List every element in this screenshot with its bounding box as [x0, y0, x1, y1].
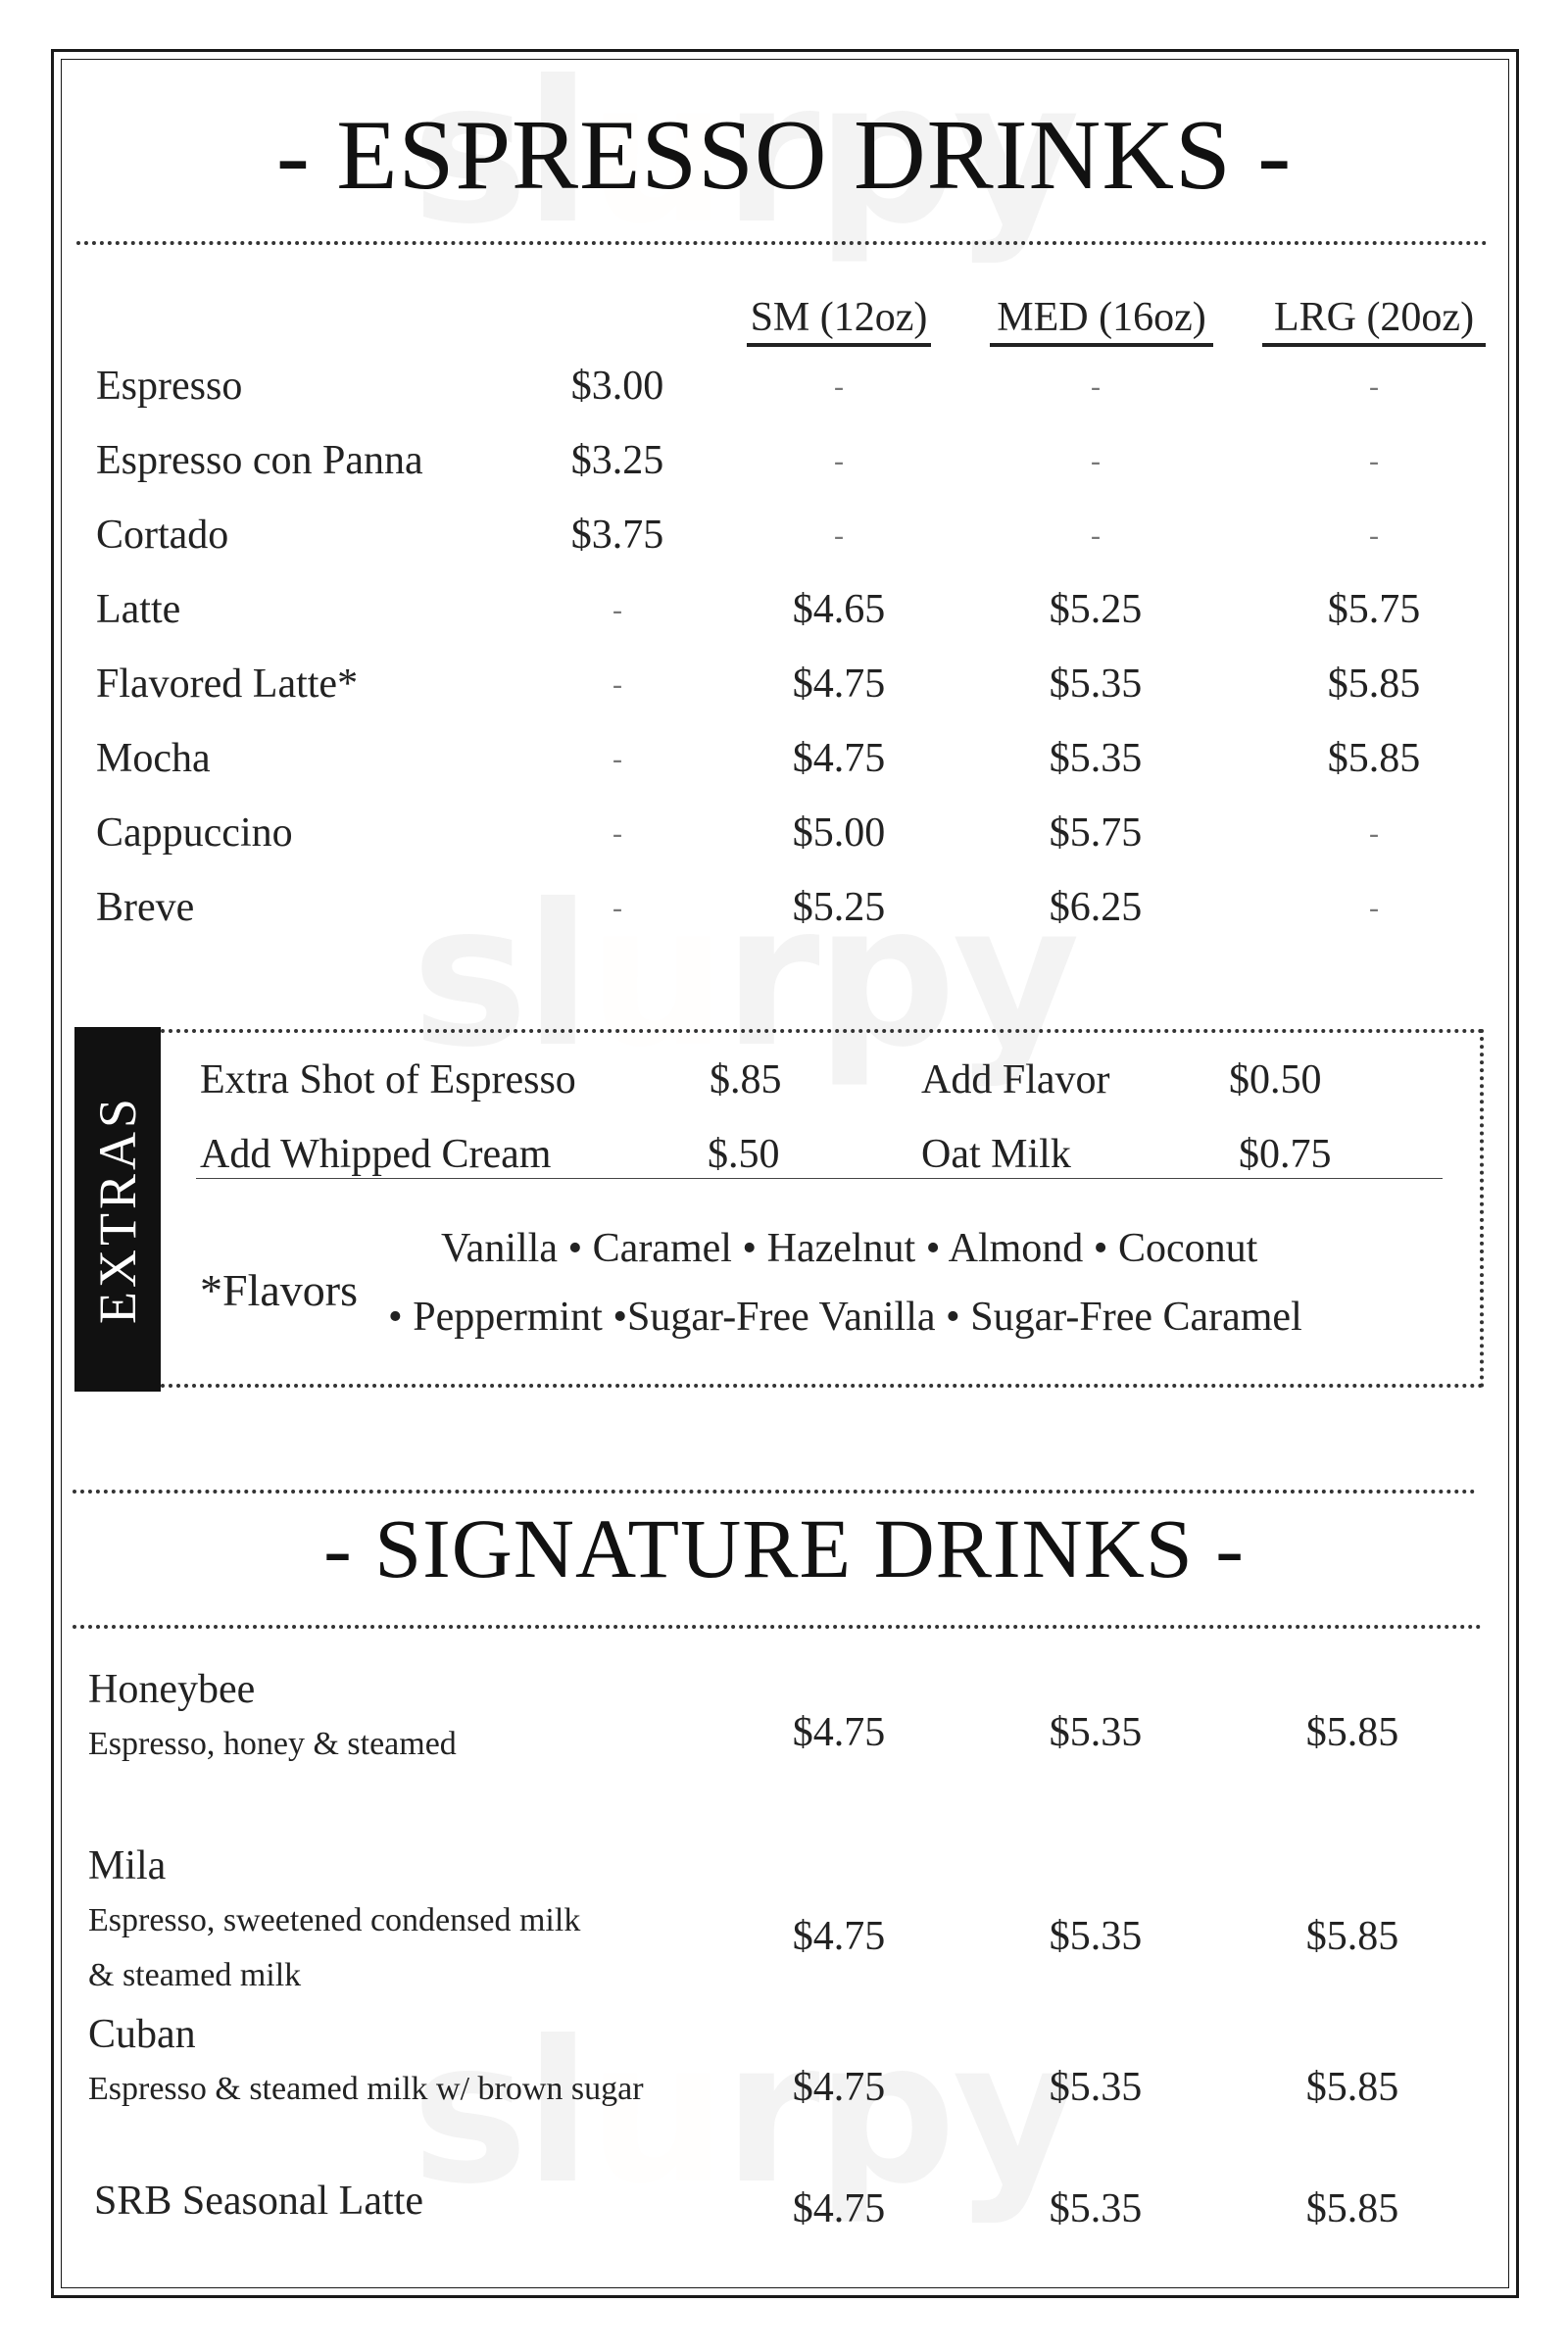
signature-price-small: $4.75 — [792, 2186, 886, 2231]
signature-price-medium: $5.35 — [1049, 2186, 1143, 2231]
item-price-single: - — [612, 668, 622, 701]
item-price-single: - — [612, 817, 622, 850]
extras-label: EXTRAS — [88, 1094, 147, 1325]
signature-price-medium: $5.35 — [1049, 1914, 1143, 1959]
menu-row — [0, 437, 1568, 512]
signature-price-medium: $5.35 — [1049, 1710, 1143, 1755]
signature-price-large: $5.85 — [1305, 2065, 1399, 2110]
signature-item-name: Honeybee — [88, 1667, 256, 1712]
item-price-medium: $5.75 — [1049, 810, 1143, 856]
item-price-small: - — [834, 445, 844, 477]
menu-row — [0, 735, 1568, 809]
signature-item-desc: & steamed milk — [88, 1957, 302, 1993]
menu-row — [0, 884, 1568, 958]
espresso-section-title: - ESPRESSO DRINKS - — [275, 100, 1293, 211]
signature-item-name: SRB Seasonal Latte — [94, 2179, 423, 2224]
signature-item-name: Cuban — [88, 2012, 196, 2057]
size-header-small: SM (12oz) — [747, 294, 931, 347]
menu-row — [0, 809, 1568, 884]
item-price-single: - — [612, 594, 622, 626]
signature-price-large: $5.85 — [1305, 1710, 1399, 1755]
item-price-small: $4.75 — [792, 662, 886, 707]
item-name: Latte — [96, 587, 181, 632]
extra-price: $.50 — [708, 1132, 780, 1177]
signature-price-large: $5.85 — [1305, 1914, 1399, 1959]
signature-price-small: $4.75 — [792, 2065, 886, 2110]
item-price-small: $5.25 — [792, 885, 886, 930]
item-price-large: - — [1369, 519, 1379, 552]
item-price-single: $3.00 — [570, 364, 664, 409]
flavors-list-line-1: Vanilla • Caramel • Hazelnut • Almond • Coconut — [441, 1226, 1258, 1271]
item-price-medium: - — [1091, 519, 1101, 552]
extra-price: $0.50 — [1229, 1057, 1322, 1102]
item-name: Cappuccino — [96, 810, 293, 856]
item-price-small: - — [834, 519, 844, 552]
signature-price-small: $4.75 — [792, 1710, 886, 1755]
item-price-large: $5.85 — [1327, 662, 1421, 707]
item-price-large: $5.85 — [1327, 736, 1421, 781]
menu-row — [0, 586, 1568, 661]
item-price-large: - — [1369, 892, 1379, 924]
extra-price: $0.75 — [1239, 1132, 1332, 1177]
extra-name: Extra Shot of Espresso — [200, 1057, 576, 1102]
signature-price-large: $5.85 — [1305, 2186, 1399, 2231]
dotted-divider — [76, 241, 1488, 245]
dotted-divider — [73, 1625, 1482, 1629]
item-price-large: $5.75 — [1327, 587, 1421, 632]
item-price-single: $3.75 — [570, 513, 664, 558]
dotted-divider — [73, 1490, 1476, 1494]
extras-label-bar — [74, 1027, 161, 1392]
menu-row — [0, 661, 1568, 735]
menu-row — [0, 512, 1568, 586]
item-price-single: - — [612, 892, 622, 924]
item-price-medium: - — [1091, 445, 1101, 477]
item-price-single: - — [612, 743, 622, 775]
signature-price-small: $4.75 — [792, 1914, 886, 1959]
item-price-small: $4.65 — [792, 587, 886, 632]
item-price-medium: $5.35 — [1049, 736, 1143, 781]
item-price-single: $3.25 — [570, 438, 664, 483]
signature-item-desc: Espresso, honey & steamed — [88, 1726, 457, 1762]
item-name: Breve — [96, 885, 195, 930]
item-price-medium: - — [1091, 370, 1101, 403]
extra-name: Oat Milk — [921, 1132, 1071, 1177]
item-price-medium: $6.25 — [1049, 885, 1143, 930]
size-header-medium: MED (16oz) — [990, 294, 1213, 347]
item-price-medium: $5.35 — [1049, 662, 1143, 707]
item-name: Flavored Latte* — [96, 662, 359, 707]
item-name: Espresso con Panna — [96, 438, 423, 483]
item-price-small: $4.75 — [792, 736, 886, 781]
extras-divider — [196, 1178, 1443, 1179]
size-header-large: LRG (20oz) — [1262, 294, 1486, 347]
extra-name: Add Flavor — [921, 1057, 1110, 1102]
flavors-list-line-2: • Peppermint •Sugar-Free Vanilla • Sugar-Free Caramel — [388, 1295, 1302, 1340]
item-name: Mocha — [96, 736, 211, 781]
signature-price-medium: $5.35 — [1049, 2065, 1143, 2110]
item-price-large: - — [1369, 445, 1379, 477]
signature-item-desc: Espresso & steamed milk w/ brown sugar — [88, 2071, 644, 2107]
item-price-small: $5.00 — [792, 810, 886, 856]
item-price-small: - — [834, 370, 844, 403]
signature-section-title: - SIGNATURE DRINKS - — [323, 1501, 1245, 1595]
item-price-large: - — [1369, 817, 1379, 850]
item-name: Espresso — [96, 364, 243, 409]
extra-name: Add Whipped Cream — [200, 1132, 552, 1177]
item-name: Cortado — [96, 513, 229, 558]
extra-price: $.85 — [710, 1057, 782, 1102]
item-price-medium: $5.25 — [1049, 587, 1143, 632]
signature-item-name: Mila — [88, 1843, 167, 1888]
signature-item-desc: Espresso, sweetened condensed milk — [88, 1902, 581, 1938]
item-price-large: - — [1369, 370, 1379, 403]
menu-row — [0, 363, 1568, 437]
flavors-label: *Flavors — [200, 1265, 358, 1315]
